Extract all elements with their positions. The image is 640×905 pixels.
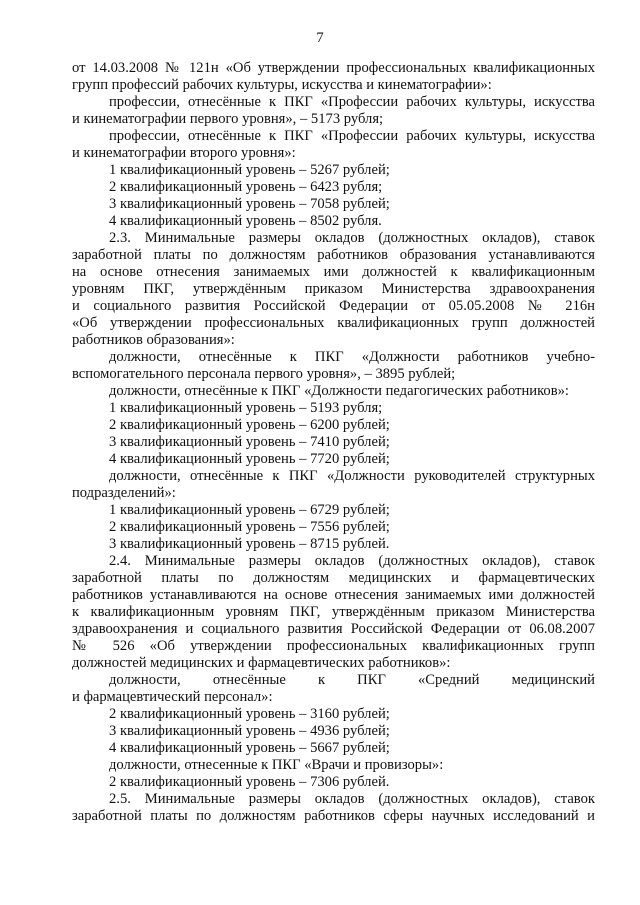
text-line: 1 квалификационный уровень – 5267 рублей; (109, 162, 390, 178)
text-line: № 526 «Об утверждении профессиональных квалификационных групп (72, 638, 595, 654)
text-line: 3 квалификационный уровень – 7058 рублей; (109, 196, 390, 212)
text-line: вспомогательного персонала первого уровня», – 3895 рублей; (72, 366, 456, 382)
text-line: и социального развития Российской Федерации от 05.05.2008 № 216н (72, 298, 595, 314)
text-line: «Об утверждении профессиональных квалификационных групп должностей (72, 315, 595, 331)
text-line: 1 квалификационный уровень – 5193 рубля; (109, 400, 383, 416)
text-line: профессии, отнесённые к ПКГ «Профессии рабочих культуры, искусства (109, 128, 595, 144)
text-line: 2 квалификационный уровень – 6200 рублей; (109, 417, 390, 433)
text-line: 4 квалификационный уровень – 8502 рубля. (109, 213, 382, 229)
text-line: работников образования»: (72, 332, 235, 348)
text-line: 2 квалификационный уровень – 6423 рубля; (109, 179, 383, 195)
text-line: групп профессий рабочих культуры, искусства и кинематографии»: (72, 77, 492, 93)
text-line: к квалификационным уровням ПКГ, утверждённым приказом Министерства (72, 604, 595, 620)
text-line: 4 квалификационный уровень – 5667 рублей; (109, 740, 390, 756)
text-line: от 14.03.2008 № 121н «Об утверждении профессиональных квалификационных (72, 60, 595, 76)
text-line: 3 квалификационный уровень – 4936 рублей; (109, 723, 390, 739)
text-line: должности, отнесённые к ПКГ «Средний медицинский (109, 672, 595, 688)
text-line: должности, отнесенные к ПКГ «Врачи и провизоры»: (109, 757, 444, 773)
text-line: работников устанавливаются на основе отнесения занимаемых ими должностей (72, 587, 595, 603)
text-line: 2.3. Минимальные размеры окладов (должностных окладов), ставок (109, 230, 595, 246)
text-line: 4 квалификационный уровень – 7720 рублей; (109, 451, 390, 467)
text-line: и кинематографии первого уровня», – 5173 рубля; (72, 111, 384, 127)
text-line: 2 квалификационный уровень – 3160 рублей; (109, 706, 390, 722)
text-line: профессии, отнесённые к ПКГ «Профессии рабочих культуры, искусства (109, 94, 595, 110)
text-line: должности, отнесённые к ПКГ «Должности работников учебно- (109, 349, 595, 365)
text-line: должностей медицинских и фармацевтических работников»: (72, 655, 451, 671)
text-line: на основе отнесения занимаемых ими должностей к квалификационным (72, 264, 595, 280)
text-line: заработной платы по должностям медицинских и фармацевтических (72, 570, 595, 586)
text-line: 3 квалификационный уровень – 8715 рублей. (109, 536, 390, 552)
text-line: 2.5. Минимальные размеры окладов (должностных окладов), ставок (109, 791, 595, 807)
text-line: должности, отнесённые к ПКГ «Должности руководителей структурных (109, 468, 595, 484)
text-line: должности, отнесённые к ПКГ «Должности педагогических работников»: (109, 383, 569, 399)
text-line: уровням ПКГ, утверждённым приказом Министерства здравоохранения (72, 281, 595, 297)
text-line: заработной платы по должностям работников образования устанавливаются (72, 247, 595, 263)
text-line: и фармацевтический персонал»: (72, 689, 273, 705)
text-line: заработной платы по должностям работников сферы научных исследований и (72, 808, 595, 824)
text-line: здравоохранения и социального развития Российской Федерации от 06.08.2007 (72, 621, 595, 637)
text-line: 3 квалификационный уровень – 7410 рублей; (109, 434, 390, 450)
text-line: 1 квалификационный уровень – 6729 рублей; (109, 502, 390, 518)
text-line: 2 квалификационный уровень – 7306 рублей. (109, 774, 390, 790)
text-line: и кинематографии второго уровня»: (72, 145, 296, 161)
text-line: подразделений»: (72, 485, 176, 501)
text-line: 2 квалификационный уровень – 7556 рублей; (109, 519, 390, 535)
document-body (72, 60, 595, 825)
page-number: 7 (316, 30, 324, 46)
text-line: 2.4. Минимальные размеры окладов (должностных окладов), ставок (109, 553, 595, 569)
